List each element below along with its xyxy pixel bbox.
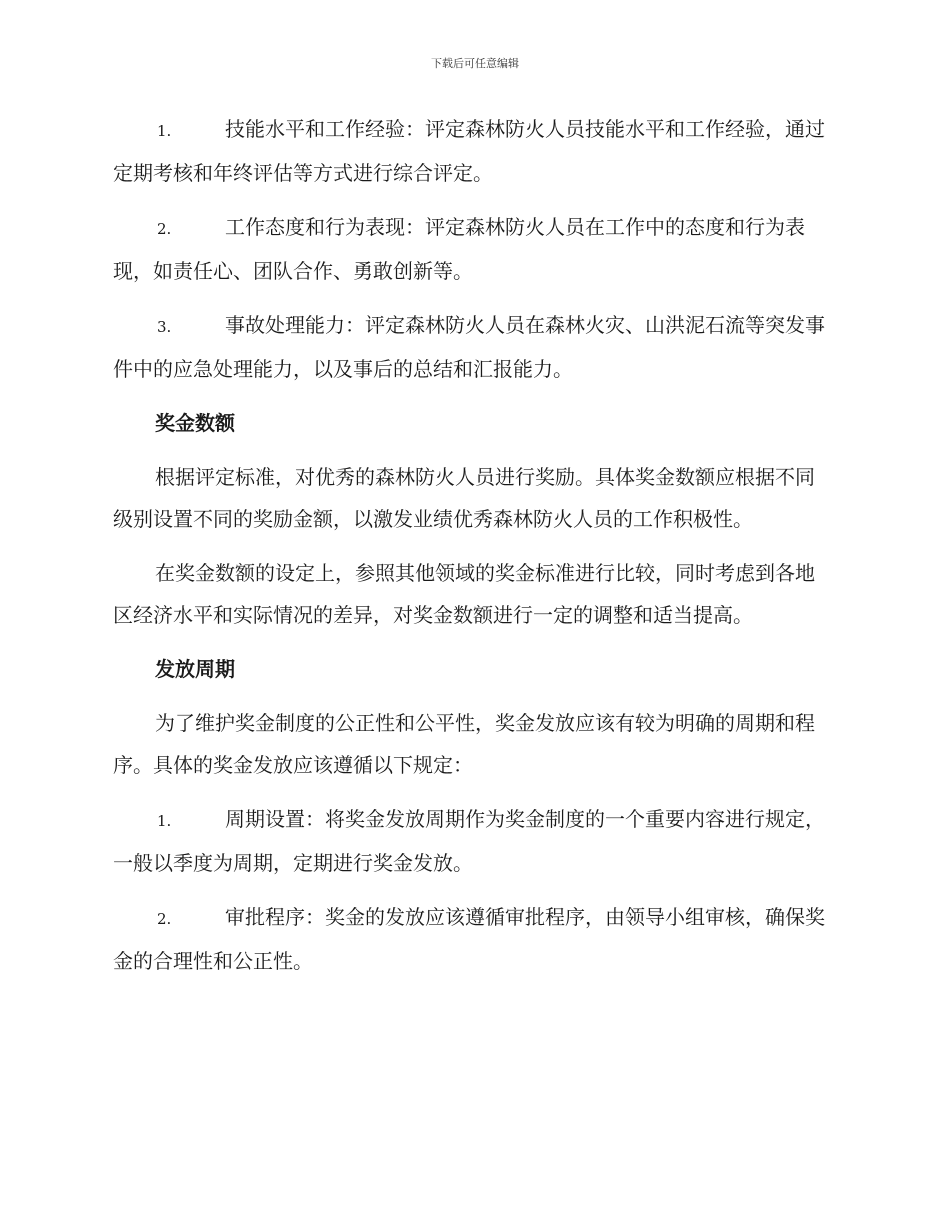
list-number: 1. — [157, 122, 172, 140]
payment-item — [113, 896, 833, 982]
list-number: 1. — [157, 812, 172, 830]
paragraph: 在奖金数额的设定上，参照其他领域的奖金标准进行比较，同时考虑到各地区经济水平和实际情况的差异，对奖金数额进行一定的调整和适当提高。 — [113, 561, 815, 627]
list-number: 2. — [157, 220, 172, 238]
list-text: 事故处理能力：评定森林防火人员在森林火灾、山洪泥石流等突发事件中的应急处理能力，以及事后的总结和汇报能力。 — [113, 313, 825, 381]
list-text: 周期设置：将奖金发放周期作为奖金制度的一个重要内容进行规定，一般以季度为周期，定期进行奖金发放。 — [113, 807, 825, 875]
list-number: 2. — [157, 910, 172, 928]
paragraph: 为了维护奖金制度的公正性和公平性，奖金发放应该有较为明确的周期和程序。具体的奖金发放应该遵循以下规定： — [113, 711, 815, 777]
list-number: 3. — [157, 318, 172, 336]
header-note: 下载后可任意编辑 — [431, 57, 519, 70]
paragraph: 根据评定标准，对优秀的森林防火人员进行奖励。具体奖金数额应根据不同级别设置不同的奖励金额，以激发业绩优秀森林防火人员的工作积极性。 — [113, 465, 815, 531]
section-heading-bonus-amount: 奖金数额 — [155, 411, 235, 435]
document-body — [113, 108, 833, 994]
criteria-item — [113, 206, 833, 292]
criteria-item — [113, 304, 833, 390]
criteria-item — [113, 108, 833, 194]
section-heading-payment-cycle: 发放周期 — [155, 657, 235, 681]
list-text: 技能水平和工作经验：评定森林防火人员技能水平和工作经验，通过定期考核和年终评估等方式进行综合评定。 — [113, 117, 825, 185]
list-text: 工作态度和行为表现：评定森林防火人员在工作中的态度和行为表现，如责任心、团队合作、勇敢创新等。 — [113, 215, 805, 283]
payment-item — [113, 798, 833, 884]
list-text: 审批程序：奖金的发放应该遵循审批程序，由领导小组审核，确保奖金的合理性和公正性。 — [113, 905, 825, 973]
